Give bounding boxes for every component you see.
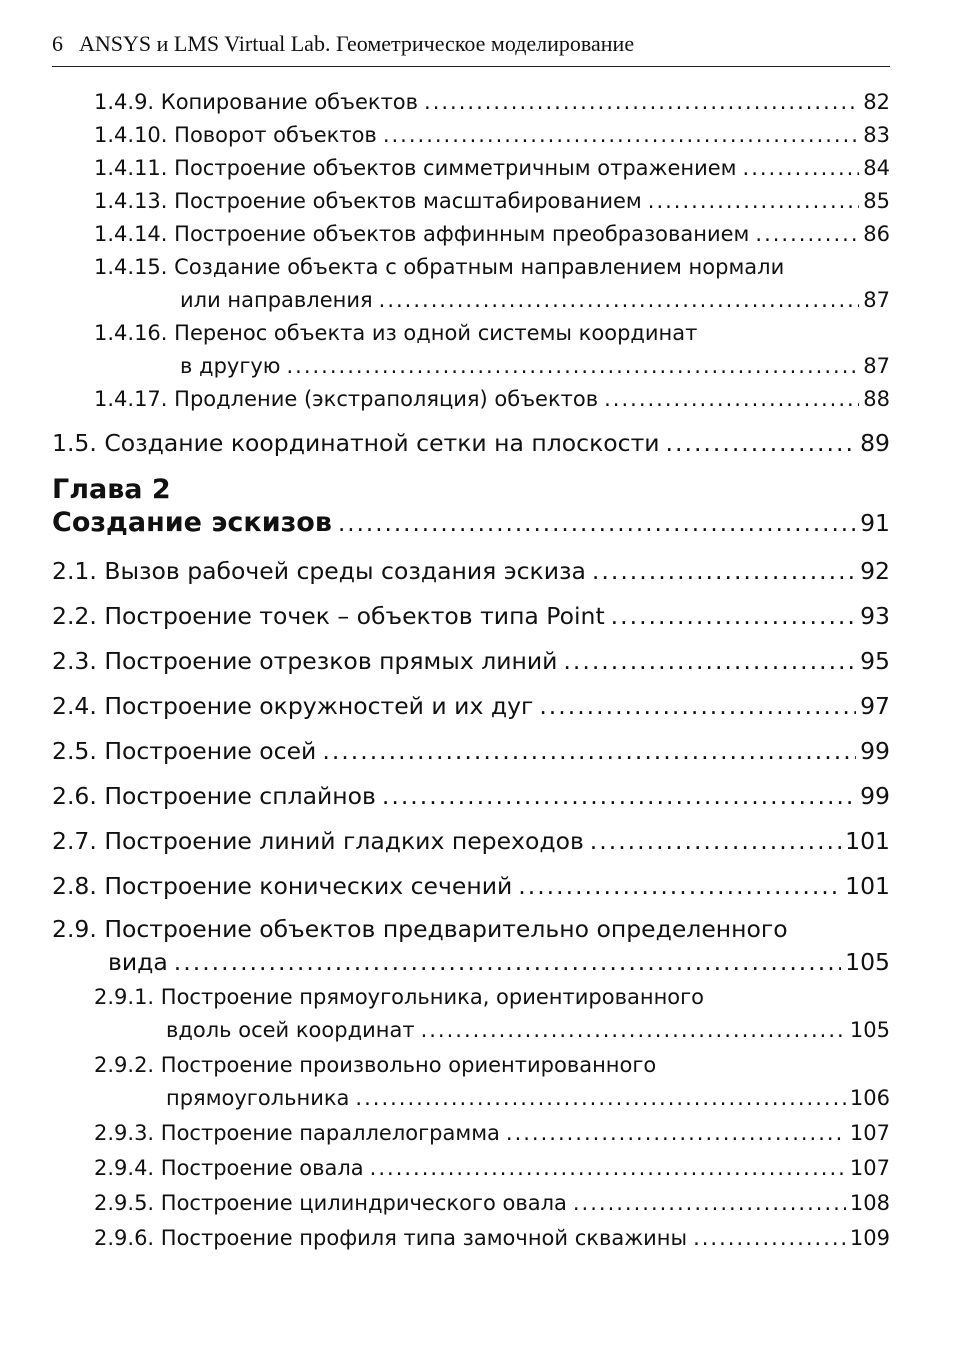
toc-entry-title: Построение объектов масштабированием bbox=[174, 189, 642, 213]
toc-entry-page: 93 bbox=[860, 602, 890, 630]
toc-entry-title: Продление (экстраполяция) объектов bbox=[174, 387, 599, 411]
toc-entry-title-continued: прямоугольника bbox=[166, 1086, 350, 1110]
toc-entry-title: Построение объектов симметричным отражением bbox=[174, 156, 737, 180]
toc-entry-number: 2.3. bbox=[52, 647, 105, 675]
toc-entry-title: Построение сплайнов bbox=[104, 782, 376, 810]
toc-entry-page: 105 bbox=[845, 948, 890, 976]
toc-entry-page: 101 bbox=[845, 872, 890, 900]
toc-entry[interactable] bbox=[52, 152, 890, 185]
toc-entry-number: 1.4.15. bbox=[94, 255, 175, 279]
toc-entry-title: Построение конических сечений bbox=[104, 872, 513, 900]
toc-entry[interactable] bbox=[52, 425, 890, 461]
dot-leader bbox=[355, 1082, 845, 1115]
dot-leader bbox=[648, 185, 860, 218]
toc-entry-title-continued: вида bbox=[108, 948, 168, 976]
toc-entry-page: 109 bbox=[849, 1226, 890, 1250]
toc-entry-page: 106 bbox=[849, 1086, 890, 1110]
toc-entry-number: 2.6. bbox=[52, 782, 105, 810]
toc-entry[interactable] bbox=[52, 185, 890, 218]
toc-entry-title: Построение отрезков прямых линий bbox=[104, 647, 558, 675]
toc-entry[interactable] bbox=[52, 251, 890, 317]
toc-entry-number: 2.5. bbox=[52, 737, 105, 765]
toc-entry-title: Перенос объекта из одной системы координат bbox=[174, 321, 698, 345]
toc-entry[interactable] bbox=[52, 913, 890, 979]
toc-entry-number: 2.7. bbox=[52, 827, 105, 855]
toc-entry-page: 85 bbox=[863, 189, 890, 213]
toc-entry-title: Вызов рабочей среды создания эскиза bbox=[104, 557, 586, 585]
toc-entry[interactable] bbox=[52, 86, 890, 119]
dot-leader bbox=[611, 598, 856, 634]
toc-entry-title: Построение объектов аффинным преобразованием bbox=[174, 222, 750, 246]
toc-entry-title: Построение точек – объектов типа Point bbox=[104, 602, 605, 630]
chapter-heading[interactable] bbox=[52, 473, 890, 541]
toc-entry-page: 99 bbox=[860, 782, 890, 810]
toc-entry-number: 1.4.14. bbox=[94, 222, 175, 246]
toc-entry[interactable] bbox=[52, 643, 890, 679]
toc-entry-title: Построение произвольно ориентированного bbox=[160, 1053, 657, 1077]
toc-entry-page: 105 bbox=[849, 1018, 890, 1042]
toc-entry-page: 99 bbox=[860, 737, 890, 765]
toc-entry[interactable] bbox=[52, 778, 890, 814]
running-title: ANSYS и LMS Virtual Lab. Геометрическое моделирование bbox=[79, 31, 635, 56]
toc-entry-number: 2.8. bbox=[52, 872, 105, 900]
toc-entry-page: 95 bbox=[860, 647, 890, 675]
toc-entry-page: 108 bbox=[849, 1191, 890, 1215]
dot-leader bbox=[322, 733, 856, 769]
toc-entry-number: 2.9.2. bbox=[94, 1053, 161, 1077]
chapter-label: Глава 2 bbox=[52, 474, 171, 505]
dot-leader bbox=[383, 119, 859, 152]
toc-entry-number: 1.4.11. bbox=[94, 156, 175, 180]
dot-leader bbox=[590, 823, 841, 859]
toc-entry[interactable] bbox=[52, 553, 890, 589]
dot-leader bbox=[421, 1014, 846, 1047]
toc-entry[interactable] bbox=[52, 218, 890, 251]
toc-entry-number: 1.4.13. bbox=[94, 189, 175, 213]
chapter-title: Создание эскизов bbox=[52, 507, 332, 538]
toc-entry-page: 107 bbox=[849, 1156, 890, 1180]
toc-entry[interactable] bbox=[52, 317, 890, 383]
toc-entry-page: 88 bbox=[863, 387, 890, 411]
toc-entry[interactable] bbox=[52, 119, 890, 152]
toc-entry[interactable] bbox=[52, 981, 890, 1047]
toc-entry-title-continued: или направления bbox=[180, 288, 373, 312]
page-number: 6 bbox=[52, 31, 63, 56]
toc-entry[interactable] bbox=[52, 823, 890, 859]
dot-leader bbox=[666, 425, 857, 461]
dot-leader bbox=[286, 350, 859, 383]
toc-entry-page: 97 bbox=[860, 692, 890, 720]
toc-entry-title: Построение овала bbox=[160, 1156, 364, 1180]
dot-leader bbox=[338, 508, 856, 541]
toc-entry-number: 1.4.10. bbox=[94, 123, 175, 147]
dot-leader bbox=[592, 553, 856, 589]
toc-entry-page: 89 bbox=[860, 429, 890, 457]
toc-entry-title: Построение линий гладких переходов bbox=[104, 827, 584, 855]
toc-entry-number: 2.9.5. bbox=[94, 1191, 161, 1215]
toc-entry[interactable] bbox=[52, 868, 890, 904]
toc-entry[interactable] bbox=[52, 1049, 890, 1115]
toc-entry-page: 84 bbox=[863, 156, 890, 180]
toc-entry-number: 2.4. bbox=[52, 692, 105, 720]
toc-entry-page: 87 bbox=[863, 288, 890, 312]
toc-entry[interactable] bbox=[52, 733, 890, 769]
running-header bbox=[52, 28, 890, 67]
dot-leader bbox=[563, 643, 856, 679]
toc-entry-number: 1.4.17. bbox=[94, 387, 175, 411]
dot-leader bbox=[506, 1117, 846, 1150]
dot-leader bbox=[174, 946, 841, 979]
dot-leader bbox=[424, 86, 859, 119]
toc-entry[interactable] bbox=[52, 1222, 890, 1255]
toc-entry-number: 2.9.4. bbox=[94, 1156, 161, 1180]
toc-entry-title: Копирование объектов bbox=[160, 90, 419, 114]
toc-entry-title: Построение прямоугольника, ориентированного bbox=[160, 985, 705, 1009]
dot-leader bbox=[573, 1187, 846, 1220]
toc-entry-page: 82 bbox=[863, 90, 890, 114]
dot-leader bbox=[518, 868, 841, 904]
toc-entry-page: 86 bbox=[863, 222, 890, 246]
toc-entry-page: 101 bbox=[845, 827, 890, 855]
toc-entry-number: 2.9.6. bbox=[94, 1226, 161, 1250]
toc-entry-number: 1.4.9. bbox=[94, 90, 161, 114]
dot-leader bbox=[370, 1152, 846, 1185]
table-of-contents bbox=[52, 86, 890, 1255]
toc-entry-title: Построение профиля типа замочной скважины bbox=[160, 1226, 688, 1250]
toc-entry-title: Построение объектов предварительно определенного bbox=[104, 915, 788, 943]
toc-entry[interactable] bbox=[52, 1152, 890, 1185]
dot-leader bbox=[604, 383, 859, 416]
toc-entry-page: 83 bbox=[863, 123, 890, 147]
dot-leader bbox=[539, 688, 856, 724]
toc-entry-title-continued: в другую bbox=[180, 354, 281, 378]
toc-entry-page: 87 bbox=[863, 354, 890, 378]
dot-leader bbox=[382, 778, 856, 814]
toc-entry[interactable] bbox=[52, 688, 890, 724]
toc-entry-number: 2.9. bbox=[52, 915, 105, 943]
toc-entry-title: Поворот объектов bbox=[174, 123, 377, 147]
toc-entry-title: Создание объекта с обратным направлением нормали bbox=[174, 255, 785, 279]
toc-entry-number: 2.1. bbox=[52, 557, 105, 585]
toc-entry-title-continued: вдоль осей координат bbox=[166, 1018, 415, 1042]
dot-leader bbox=[379, 284, 860, 317]
toc-entry-number: 2.2. bbox=[52, 602, 105, 630]
toc-entry-title: Построение параллелограмма bbox=[160, 1121, 500, 1145]
toc-entry-page: 107 bbox=[849, 1121, 890, 1145]
toc-entry-title: Построение осей bbox=[104, 737, 317, 765]
toc-entry[interactable] bbox=[52, 1117, 890, 1150]
toc-entry[interactable] bbox=[52, 598, 890, 634]
dot-leader bbox=[755, 218, 859, 251]
toc-entry[interactable] bbox=[52, 1187, 890, 1220]
toc-entry-number: 1.5. bbox=[52, 429, 105, 457]
chapter-page: 91 bbox=[860, 509, 890, 537]
toc-entry-title: Построение цилиндрического овала bbox=[160, 1191, 567, 1215]
toc-entry[interactable] bbox=[52, 383, 890, 416]
toc-entry-page: 92 bbox=[860, 557, 890, 585]
dot-leader bbox=[693, 1222, 846, 1255]
toc-entry-number: 1.4.16. bbox=[94, 321, 175, 345]
toc-entry-number: 2.9.1. bbox=[94, 985, 161, 1009]
toc-entry-title: Создание координатной сетки на плоскости bbox=[104, 429, 660, 457]
toc-entry-number: 2.9.3. bbox=[94, 1121, 161, 1145]
toc-entry-title: Построение окружностей и их дуг bbox=[104, 692, 534, 720]
dot-leader bbox=[743, 152, 860, 185]
